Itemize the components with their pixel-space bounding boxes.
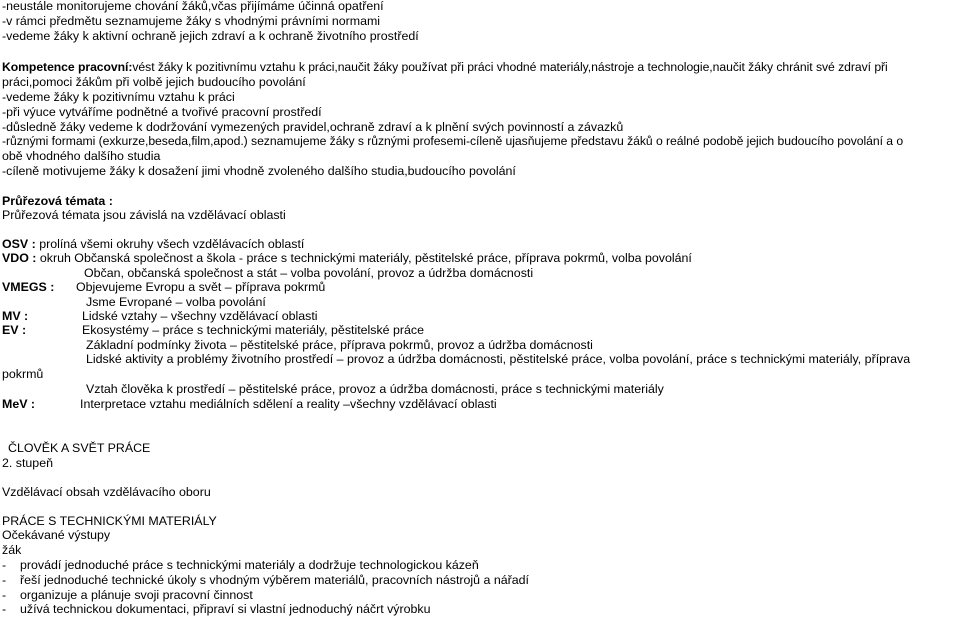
zak-label: žák — [2, 543, 22, 557]
kompetence-line-4: -při výuce vytváříme podnětné a tvořivé pracovní prostředí — [2, 105, 322, 119]
outcome-dash: - — [2, 558, 7, 572]
ev-line-4: pokrmů — [2, 367, 44, 381]
prurezova-subheading: Průřezová témata jsou závislá na vzdělávací oblasti — [2, 208, 286, 222]
outcome-item: užívá technickou dokumentaci, připraví si vlastní jednoduchý náčrt výrobku — [20, 602, 431, 616]
top-line-3: -vedeme žáky k aktivní ochraně jejich zdraví a k ochraně životního prostředí — [2, 29, 419, 43]
oblast-title: ČLOVĚK A SVĚT PRÁCE — [8, 441, 151, 455]
outcome-item: provádí jednoduché práce s technickými materiály a dodržuje technologickou kázeň — [20, 558, 479, 572]
ev-label: EV : — [2, 323, 27, 337]
outcome-dash: - — [2, 573, 7, 587]
mv-text: Lidské vztahy – všechny vzdělávací oblasti — [82, 309, 318, 323]
ev-text: Ekosystémy – práce s technickými materiály, pěstitelské práce — [82, 323, 425, 337]
ev-line-3: Lidské aktivity a problémy životního prostředí – provoz a údržba domácnosti, pěstitelské práce, volba povolání, práce s technickými materiály, příprava — [86, 352, 911, 366]
mv-label: MV : — [2, 309, 29, 323]
vdo-line — [2, 250, 692, 266]
ev-line-5: Vztah člověka k prostředí – pěstitelské práce, provoz a údržba domácnosti, práce s technickými materiály — [86, 382, 664, 396]
kompetence-line-5: -důsledně žáky vedeme k dodržování vymezených pravidel,ochraně zdraví a k plnění svých povinností a závazků — [2, 120, 624, 134]
kompetence-line-7: obě vhodného dalšího studia — [2, 149, 161, 163]
kompetence-text: vést žáky k pozitivnímu vztahu k práci,naučit žáky používat při práci vhodné materiály,nástroje a technologie,naučit žáky chránit své zdraví při — [132, 60, 888, 74]
kompetence-line-1 — [2, 59, 888, 75]
osv-text: prolíná všemi okruhy všech vzdělávacích oblastí — [35, 237, 305, 251]
kompetence-label: Kompetence pracovní: — [2, 60, 133, 74]
ev-line-2: Základní podmínky života – pěstitelské práce, příprava pokrmů, provoz a údržba domácnosti — [86, 338, 593, 352]
mev-label: MeV : — [2, 397, 36, 411]
outcome-dash: - — [2, 588, 7, 602]
outcome-dash: - — [2, 602, 7, 616]
prurezova-heading: Průřezová témata : — [2, 194, 113, 208]
ocekavane-vystupy: Očekávané výstupy — [2, 528, 111, 542]
prace-heading: PRÁCE S TECHNICKÝMI MATERIÁLY — [2, 514, 217, 528]
vdo-line-2: Občan, občanská společnost a stát – volba povolání, provoz a údržba domácnosti — [84, 266, 534, 280]
outcome-item: řeší jednoduché technické úkoly s vhodným výběrem materiálů, pracovních nástrojů a nářadí — [20, 573, 529, 587]
kompetence-line-3: -vedeme žáky k pozitivnímu vztahu k práci — [2, 90, 235, 104]
kompetence-line-2: práci,pomoci žákům při volbě jejich budoucího povolání — [2, 75, 306, 89]
outcome-item: organizuje a plánuje svoji pracovní činnost — [20, 588, 253, 602]
vdo-label: VDO : — [2, 251, 37, 265]
vmegs-text: Objevujeme Evropu a svět – příprava pokrmů — [76, 280, 326, 294]
mev-text: Interpretace vztahu mediálních sdělení a reality –všechny vzdělávací oblasti — [80, 397, 497, 411]
stupen-label: 2. stupeň — [2, 456, 53, 470]
obsah-heading: Vzdělávací obsah vzdělávacího oboru — [2, 485, 211, 499]
osv-label: OSV : — [2, 237, 36, 251]
vmegs-label: VMEGS : — [2, 280, 55, 294]
vmegs-line-2: Jsme Evropané – volba povolání — [86, 295, 266, 309]
top-line-1: -neustále monitorujeme chování žáků,včas přijímáme účinná opatření — [2, 0, 384, 13]
kompetence-line-6: -různými formami (exkurze,beseda,film,apod.) seznamujeme žáky s různými profesemi-cíleně ujasňujeme představu žáků o reálné podobě jejich budoucího povolání a o — [2, 134, 904, 148]
top-line-2: -v rámci předmětu seznamujeme žáky s vhodnými právními normami — [2, 14, 381, 28]
kompetence-line-8: -cíleně motivujeme žáky k dosažení jimi vhodně zvoleného dalšího studia,budoucího povolání — [2, 164, 516, 178]
vdo-text: okruh Občanská společnost a škola - práce s technickými materiály, pěstitelské práce, příprava pokrmů, volba povolání — [36, 251, 692, 265]
